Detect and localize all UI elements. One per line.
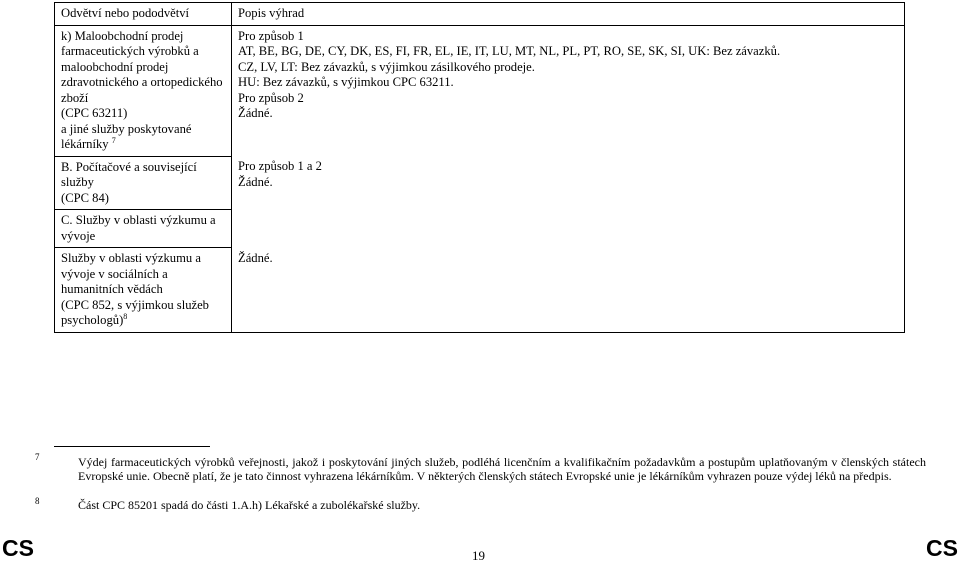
table-row-research	[55, 210, 905, 248]
header-reservations-label: Popis výhrad	[238, 6, 305, 20]
language-code-left: CS	[2, 535, 34, 561]
sector-cpc-text: (CPC 852, s výjimkou služeb psychologů)	[61, 297, 209, 327]
table-row-research-social	[55, 248, 905, 333]
reservation-line: AT, BE, BG, DE, CY, DK, ES, FI, FR, EL, IE, IT, LU, MT, NL, PL, PT, RO, SE, SK, SI, UK: Bez závazků.	[238, 44, 781, 58]
reservation-line: HU: Bez závazků, s výjimkou CPC 63211.	[238, 75, 454, 89]
footnote-separator	[54, 446, 210, 447]
sector-cpc: (CPC 63211)	[61, 106, 128, 120]
table-header-row	[55, 3, 905, 26]
language-code-right: CS	[926, 535, 958, 561]
sector-text: Služby v oblasti výzkumu a vývoje v sociálních a humanitních vědách	[61, 251, 201, 296]
footnote-ref: 8	[123, 311, 128, 321]
table-row-computer	[55, 156, 905, 210]
footnote-number: 8	[35, 496, 40, 506]
reservation-line: Žádné.	[238, 174, 273, 189]
mode-label: Pro způsob 2	[238, 90, 304, 105]
footnote-ref: 7	[111, 135, 116, 145]
sector-other-text: a jiné služby poskytované lékárníky	[61, 121, 192, 151]
reservation-line: Žádné.	[238, 106, 273, 120]
sector-cpc	[61, 298, 225, 329]
table-row-pharmacy	[55, 25, 905, 156]
header-reservations	[232, 3, 905, 26]
reservation-line: Žádné.	[238, 250, 273, 265]
sector-cell-research	[55, 210, 232, 248]
footnote-number: 7	[35, 452, 40, 462]
reservation-cell-computer	[232, 156, 905, 210]
reservation-line: CZ, LV, LT: Bez závazků, s výjimkou zásilkového prodeje.	[238, 59, 535, 74]
header-sector	[55, 3, 232, 26]
sector-cpc: (CPC 84)	[61, 190, 109, 205]
sector-text: k) Maloobchodní prodej farmaceutických výrobků a maloobchodní prodej zdravotnického a ortopedického zboží	[61, 28, 223, 105]
footnote-text: Část CPC 85201 spadá do části 1.A.h) Lékařské a zubolékařské služby.	[78, 498, 421, 512]
sector-cell-research-social	[55, 248, 232, 333]
footnote-text: Výdej farmaceutických výrobků veřejnosti, jakož i poskytování jiných služeb, podléhá licenčním a kvalifikačním požadavkům a postupům uplatňovaným v členských státech Evropské unie. Obecně platí, že je tato činnost vyhrazena lékárníkům. V některých členských státech Evropské unie je lékárníkům vyhrazen pouze výdej léků na předpis.	[78, 455, 926, 483]
mode-label: Pro způsob 1	[238, 28, 304, 43]
sector-cell-pharmacy	[55, 25, 232, 156]
reservation-cell-research	[232, 210, 905, 248]
section-heading: C. Služby v oblasti výzkumu a vývoje	[61, 213, 216, 243]
reservation-cell-research-social	[232, 248, 905, 333]
sector-other	[61, 122, 225, 153]
sector-text: B. Počítačové a související služby	[61, 159, 197, 189]
reservations-table	[54, 2, 905, 333]
header-sector-label: Odvětví nebo pododvětví	[61, 6, 190, 20]
sector-cell-computer	[55, 156, 232, 210]
mode-label: Pro způsob 1 a 2	[238, 159, 322, 173]
page-number: 19	[472, 548, 485, 563]
reservation-cell-pharmacy	[232, 25, 905, 156]
